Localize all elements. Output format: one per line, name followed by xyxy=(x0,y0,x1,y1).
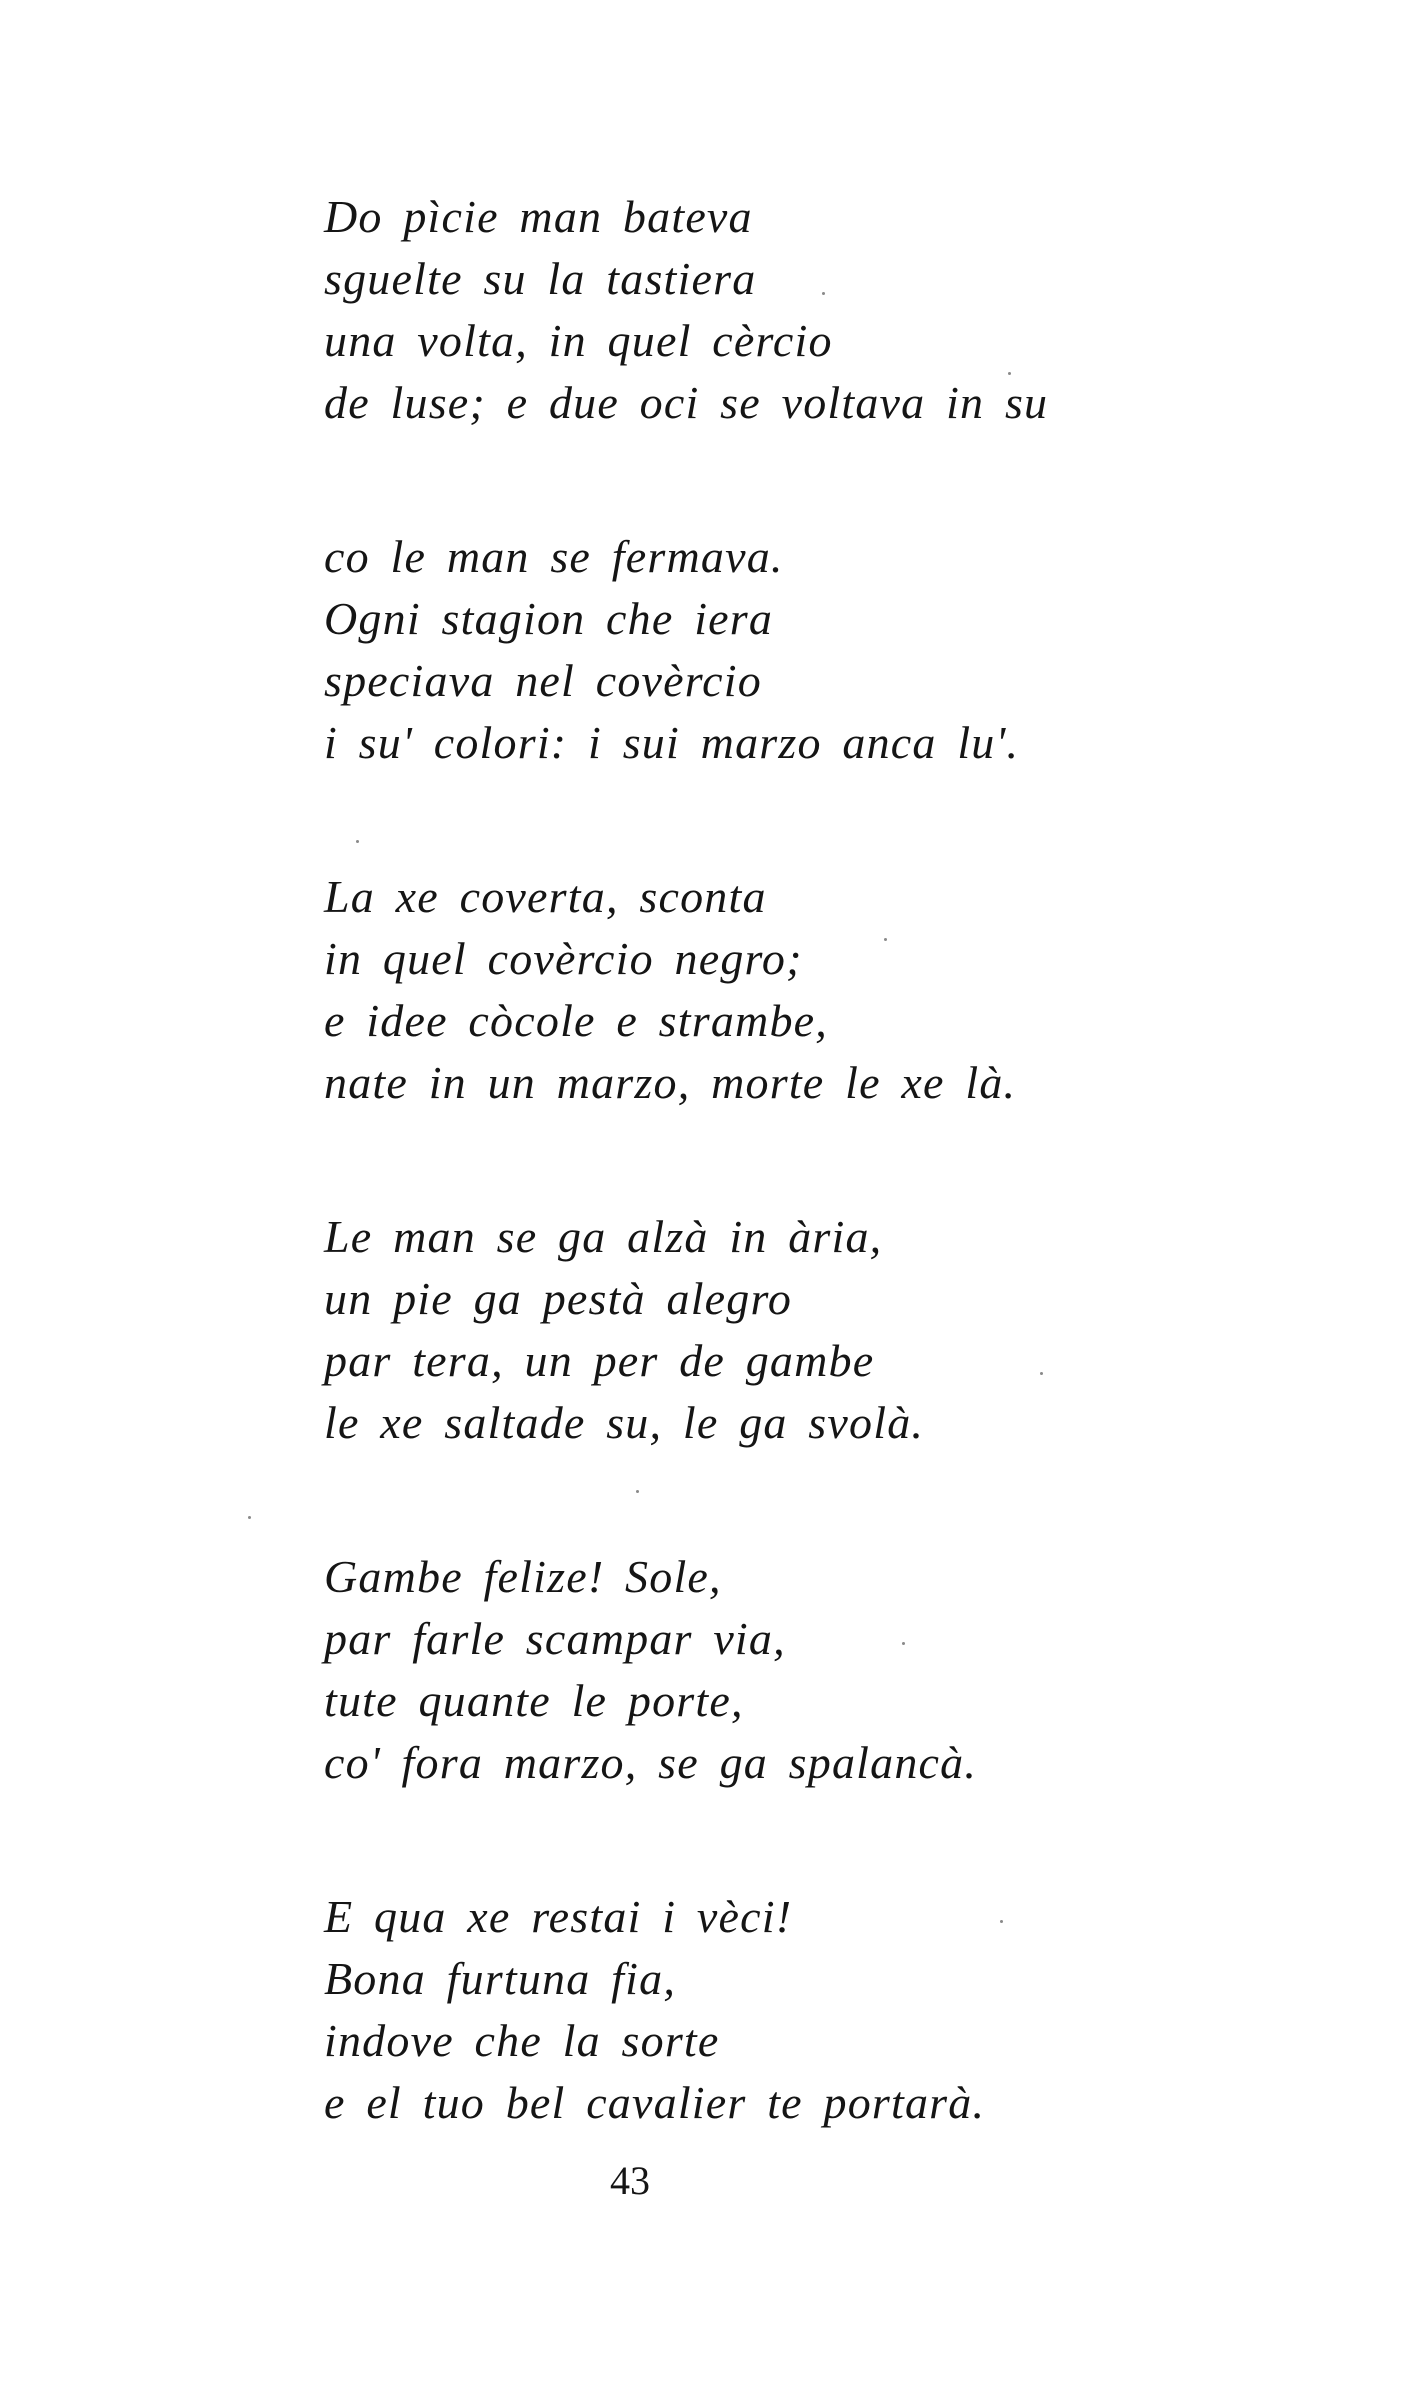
poem-line: e el tuo bel cavalier te portarà. xyxy=(324,2077,986,2128)
poem-line: speciava nel covèrcio xyxy=(324,655,762,706)
scan-speck xyxy=(884,938,887,941)
poem-line: E qua xe restai i vèci! xyxy=(324,1891,793,1942)
poem-line: par tera, un per de gambe xyxy=(324,1335,875,1386)
poem-line: nate in un marzo, morte le xe là. xyxy=(324,1057,1017,1108)
scan-speck xyxy=(356,840,359,843)
poem-line: i su' colori: i sui marzo anca lu'. xyxy=(324,717,1020,768)
poem-line: Bona furtuna fia, xyxy=(324,1953,677,2004)
scan-speck xyxy=(636,1490,639,1493)
poem-line: La xe coverta, sconta xyxy=(324,871,767,922)
poem-line: un pie ga pestà alegro xyxy=(324,1273,793,1324)
poem-line: sguelte su la tastiera xyxy=(324,253,757,304)
poem-line: Gambe felize! Sole, xyxy=(324,1551,722,1602)
poem-line: co' fora marzo, se ga spalancà. xyxy=(324,1737,978,1788)
poem-line: una volta, in quel cèrcio xyxy=(324,315,833,366)
scan-speck xyxy=(1000,1920,1003,1923)
poem-line: tute quante le porte, xyxy=(324,1675,744,1726)
scan-speck xyxy=(902,1642,905,1645)
poem-line: e idee còcole e strambe, xyxy=(324,995,828,1046)
poem-line: in quel covèrcio negro; xyxy=(324,933,803,984)
poem-line: Do pìcie man bateva xyxy=(324,191,753,242)
stanza-3 xyxy=(324,866,1184,1206)
poem-line: de luse; e due oci se voltava in su xyxy=(324,377,1049,428)
poem-line: par farle scampar via, xyxy=(324,1613,786,1664)
stanza-1 xyxy=(324,186,1184,526)
poem-line: Ogni stagion che iera xyxy=(324,593,774,644)
poem-line: co le man se fermava. xyxy=(324,531,784,582)
page-number: 43 xyxy=(610,2158,650,2203)
poem xyxy=(324,186,1184,2226)
stanza-5 xyxy=(324,1546,1184,1886)
poem-line: le xe saltade su, le ga svolà. xyxy=(324,1397,925,1448)
scan-speck xyxy=(248,1516,251,1519)
stanza-4 xyxy=(324,1206,1184,1546)
poem-line: indove che la sorte xyxy=(324,2015,720,2066)
scan-speck xyxy=(1040,1372,1043,1375)
poem-line: Le man se ga alzà in ària, xyxy=(324,1211,883,1262)
stanza-2 xyxy=(324,526,1184,866)
scan-speck xyxy=(822,292,825,295)
scan-speck xyxy=(1008,372,1011,375)
